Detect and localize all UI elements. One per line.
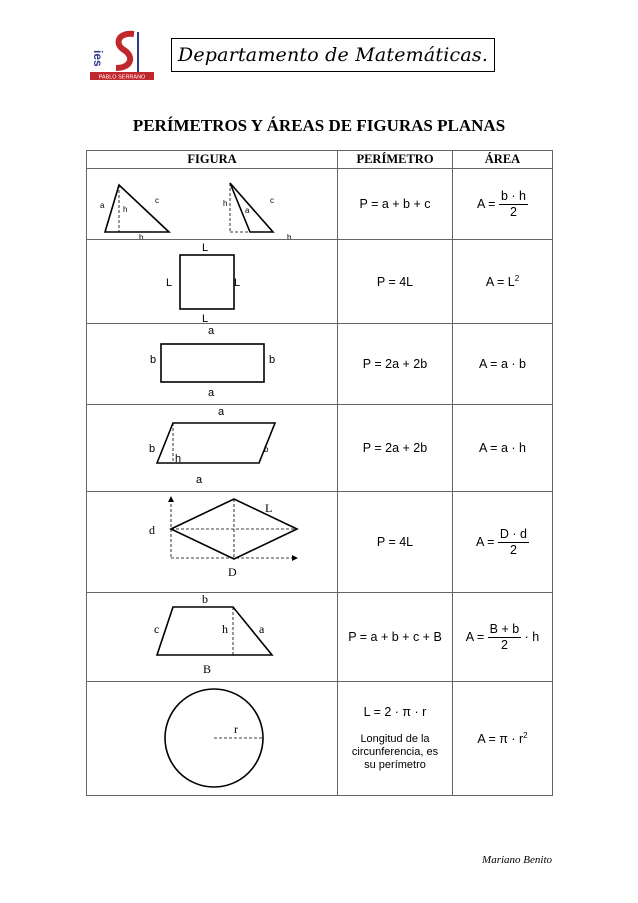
figure-cell-trapezoid bbox=[87, 593, 338, 682]
area-circle bbox=[453, 682, 553, 796]
figure-cell-rhombus bbox=[87, 492, 338, 593]
figure-cell-circle bbox=[87, 682, 338, 796]
table-row-rectangle bbox=[87, 324, 553, 405]
arrow-up-icon bbox=[168, 496, 174, 502]
rectangle-label-bottom: a bbox=[208, 387, 215, 399]
department-title: Departamento de Matemáticas. bbox=[177, 44, 489, 66]
area-trapezoid-fraction bbox=[488, 622, 522, 653]
perimeter-triangle: P = a + b + c bbox=[338, 169, 453, 240]
table-row-trapezoid bbox=[87, 593, 553, 682]
obtuse-label-h: h bbox=[223, 199, 228, 208]
area-rhombus-fraction bbox=[498, 527, 529, 558]
parallelogram-label-right: b bbox=[264, 445, 269, 454]
square-label-top: L bbox=[202, 242, 209, 254]
trapezoid-label-a: a bbox=[259, 622, 265, 636]
perimeter-rectangle: P = 2a + 2b bbox=[338, 324, 453, 405]
area-trapezoid: A = $\frac{B + b}{2}$ · h bbox=[453, 593, 553, 682]
parallelogram-label-top: a bbox=[218, 406, 225, 418]
area-triangle: A = $\frac{b \cdot h}{2}$ bbox=[453, 169, 553, 240]
rectangle-label-top: a bbox=[208, 325, 215, 337]
page-title: PERÍMETROS Y ÁREAS DE FIGURAS PLANAS bbox=[132, 116, 506, 135]
square-label-right: L bbox=[234, 277, 241, 289]
table-row-triangle bbox=[87, 169, 553, 240]
column-header-area: ÁREA bbox=[453, 151, 553, 169]
rectangle-label-left: b bbox=[150, 354, 157, 366]
figure-cell-square bbox=[87, 240, 338, 324]
area-rhombus: A = $\frac{D \cdot d}{2}$ bbox=[453, 492, 553, 593]
table-row-parallelogram bbox=[87, 405, 553, 492]
figure-cell-triangle bbox=[87, 169, 338, 240]
column-header-figura: FIGURA bbox=[87, 151, 338, 169]
trapezoid-label-B: B bbox=[203, 662, 212, 676]
perimeter-square: P = 4L bbox=[338, 240, 453, 324]
table-row-circle bbox=[87, 682, 553, 796]
obtuse-label-c: c bbox=[270, 196, 274, 205]
square-label-bottom: L bbox=[202, 313, 209, 323]
area-triangle-num: b · h bbox=[500, 188, 526, 203]
perimeter-trapezoid: P = a + b + c + B bbox=[338, 593, 453, 682]
trapezoid-label-c: c bbox=[154, 622, 160, 636]
area-triangle-fraction bbox=[499, 189, 528, 220]
triangle-label-h: h bbox=[123, 205, 128, 214]
rhombus-label-d: d bbox=[149, 523, 155, 537]
formulas-table bbox=[86, 150, 553, 796]
area-parallelogram: A = a · h bbox=[453, 405, 553, 492]
school-logo bbox=[88, 28, 158, 82]
area-rhombus-num: D · d bbox=[499, 526, 527, 541]
parallelogram-figure bbox=[87, 405, 338, 491]
area-square-exponent: 2 bbox=[514, 273, 520, 283]
arrow-right-icon bbox=[292, 555, 298, 561]
obtuse-triangle bbox=[230, 183, 273, 232]
logo-side-text: ies bbox=[91, 50, 105, 67]
area-circle-exponent: 2 bbox=[523, 730, 528, 740]
rhombus-figure bbox=[87, 492, 338, 592]
area-triangle-lhs: A bbox=[477, 196, 485, 211]
rhombus-label-D: D bbox=[228, 565, 237, 579]
rhombus-label-L: L bbox=[265, 501, 273, 515]
circle-figure bbox=[87, 682, 338, 795]
area-rectangle: A = a · b bbox=[453, 324, 553, 405]
perimeter-circle bbox=[338, 682, 453, 796]
column-header-perimetro: PERÍMETRO bbox=[338, 151, 453, 169]
perimeter-parallelogram: P = 2a + 2b bbox=[338, 405, 453, 492]
figure-cell-rectangle bbox=[87, 324, 338, 405]
area-trapezoid-den: 2 bbox=[500, 637, 508, 652]
table-row-rhombus bbox=[87, 492, 553, 593]
parallelogram-label-h: h bbox=[175, 453, 182, 465]
department-header bbox=[171, 38, 495, 72]
acute-triangle bbox=[105, 185, 169, 232]
triangle-label-b: b bbox=[139, 233, 144, 239]
trapezoid-figure bbox=[87, 593, 338, 681]
square-shape bbox=[180, 255, 234, 309]
rectangle-label-right: b bbox=[269, 354, 276, 366]
table-row-square bbox=[87, 240, 553, 324]
obtuse-label-b: b bbox=[287, 233, 292, 239]
area-rhombus-den: 2 bbox=[509, 542, 517, 557]
area-triangle-den: 2 bbox=[509, 204, 517, 219]
area-square-text: A = L bbox=[485, 275, 515, 290]
trapezoid-shape bbox=[157, 607, 272, 655]
figure-cell-parallelogram bbox=[87, 405, 338, 492]
trapezoid-label-b: b bbox=[202, 593, 208, 606]
rectangle-figure bbox=[87, 324, 338, 404]
square-figure bbox=[87, 240, 338, 323]
perimeter-rhombus: P = 4L bbox=[338, 492, 453, 593]
logo-s-shape bbox=[116, 34, 134, 68]
square-label-left: L bbox=[166, 277, 173, 289]
rectangle-shape bbox=[161, 344, 264, 382]
perimeter-circle-note: Longitud de la circunferencia, es su perímetro bbox=[351, 733, 439, 771]
area-trapezoid-tail: · h bbox=[524, 629, 540, 644]
triangle-label-c: c bbox=[155, 196, 159, 205]
perimeter-circle-formula: L = 2 · π · r bbox=[363, 705, 427, 719]
area-trapezoid-num: B + b bbox=[489, 621, 520, 636]
parallelogram-label-bottom: a bbox=[196, 474, 203, 486]
triangle-label-a: a bbox=[100, 201, 105, 210]
table-header-row bbox=[87, 151, 553, 169]
area-square bbox=[453, 240, 553, 324]
area-trapezoid-lhs: A bbox=[465, 629, 474, 644]
logo-text: PABLO SERRANO bbox=[98, 74, 146, 81]
area-rhombus-lhs: A bbox=[476, 534, 484, 549]
author-signature: Mariano Benito bbox=[482, 854, 552, 866]
trapezoid-label-h: h bbox=[222, 622, 228, 636]
obtuse-label-a: a bbox=[245, 206, 250, 215]
area-circle-text: A = π · r bbox=[477, 732, 524, 747]
triangles-figure bbox=[87, 169, 338, 239]
circle-label-r: r bbox=[234, 722, 238, 736]
parallelogram-label-left: b bbox=[149, 443, 156, 455]
